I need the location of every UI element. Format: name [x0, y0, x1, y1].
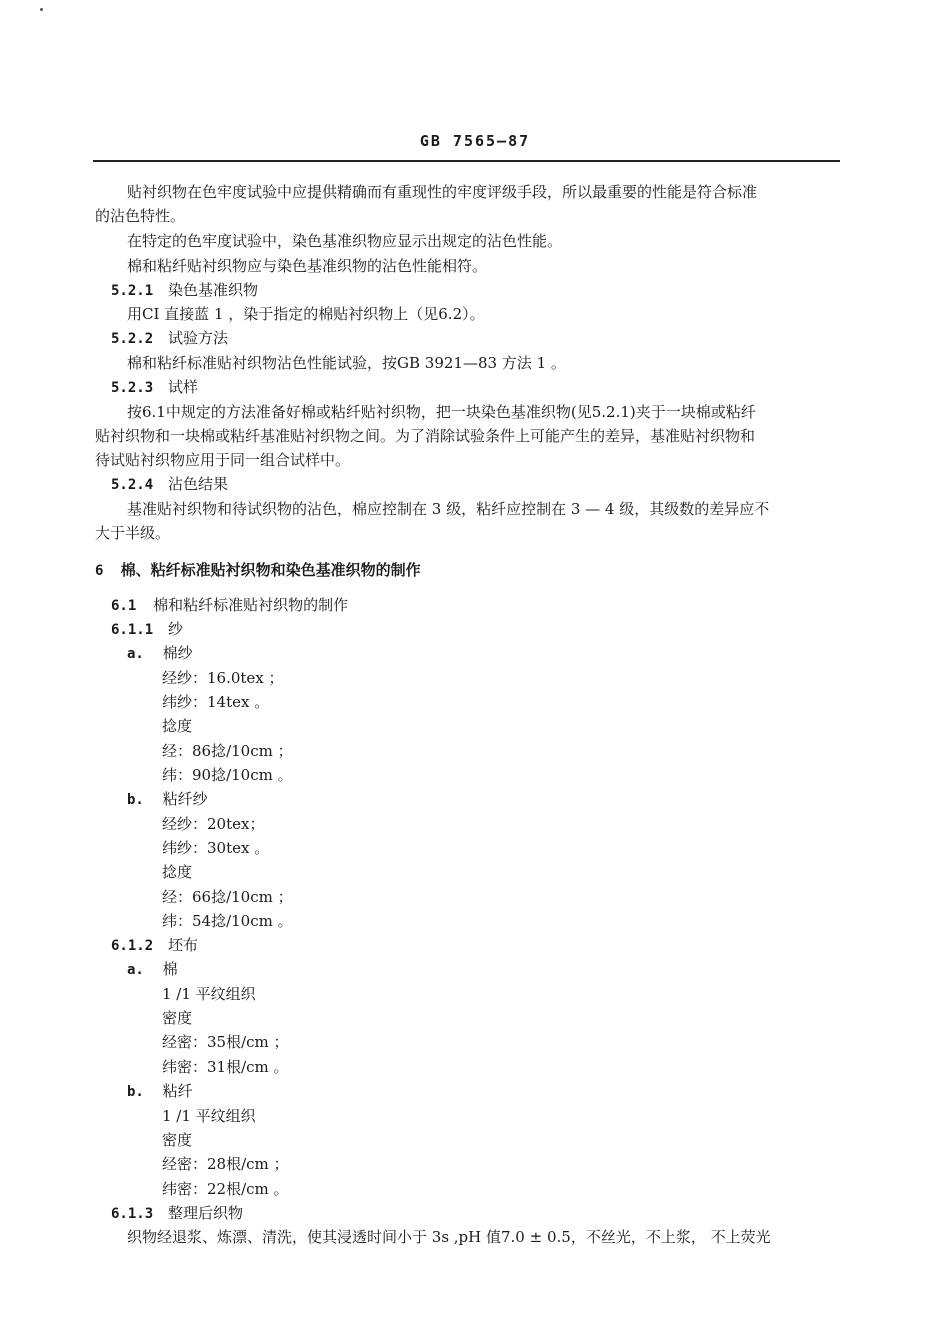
section-number: 5.2.4 [111, 477, 154, 493]
section-6-1-heading [111, 595, 348, 616]
chapter-title: 棉、粘纤标准贴衬织物和染色基准织物的制作 [120, 561, 421, 579]
chapter-6-heading [95, 560, 421, 581]
viscose-twist-label: 捻度 [162, 863, 193, 881]
scan-speck [40, 8, 43, 11]
section-5-2-1-text: 用CI 直接蓝 1 ，染于指定的棉贴衬织物上（见6.2）。 [127, 305, 485, 323]
section-5-2-3-line1: 按6.1中规定的方法准备好棉或粘纤贴衬织物，把一块染色基准织物(见5.2.1)夹于一块棉或粘纤 [127, 403, 756, 421]
item-b-heading [127, 789, 208, 810]
cotton-twist-warp: 经：86捻/10cm ； [162, 742, 293, 760]
item-a-heading [127, 959, 178, 980]
section-title: 试样 [167, 378, 198, 396]
viscose-weft-yarn: 纬纱：30tex 。 [162, 839, 270, 857]
section-title: 坯布 [167, 936, 198, 954]
viscose-density-label: 密度 [162, 1131, 193, 1149]
chapter-number: 6 [95, 563, 104, 579]
item-title: 粘纤 [162, 1082, 193, 1100]
viscose-warp-yarn: 经纱：20tex； [162, 815, 265, 833]
section-6-1-2-heading [111, 935, 198, 956]
section-title: 棉和粘纤标准贴衬织物的制作 [153, 596, 349, 614]
header-rule [93, 160, 840, 162]
cotton-weft-density: 纬密：31根/cm 。 [162, 1058, 289, 1076]
section-number: 6.1.3 [111, 1206, 154, 1222]
section-number: 6.1 [111, 598, 137, 614]
section-5-2-4-line2: 大于半级。 [95, 524, 171, 542]
section-6-1-1-heading [111, 619, 183, 640]
item-mark: a. [127, 646, 144, 662]
section-number: 6.1.1 [111, 622, 154, 638]
section-number: 5.2.3 [111, 380, 154, 396]
section-5-2-1-heading [111, 280, 258, 301]
viscose-warp-density: 经密：28根/cm ； [162, 1155, 289, 1173]
item-a-heading [127, 643, 193, 664]
section-number: 6.1.2 [111, 938, 154, 954]
section-title: 纱 [167, 620, 183, 638]
intro-p3: 棉和粘纤贴衬织物应与染色基准织物的沾色性能相符。 [127, 257, 488, 275]
section-title: 整理后织物 [167, 1204, 243, 1222]
viscose-twist-warp: 经：66捻/10cm ； [162, 888, 293, 906]
section-6-1-3-heading [111, 1203, 243, 1224]
cotton-weave: 1 /1 平纹组织 [162, 985, 256, 1003]
item-title: 粘纤纱 [162, 790, 208, 808]
section-number: 5.2.2 [111, 331, 154, 347]
section-5-2-2-heading [111, 328, 228, 349]
intro-p1-line1: 贴衬织物在色牢度试验中应提供精确而有重现性的牢度评级手段，所以最重要的性能是符合标准 [127, 183, 758, 201]
section-title: 沾色结果 [167, 475, 228, 493]
item-mark: b. [127, 792, 144, 808]
section-5-2-3-heading [111, 377, 198, 398]
section-5-2-2-text: 棉和粘纤标准贴衬织物沾色性能试验，按GB 3921—83 方法 1 。 [127, 354, 566, 372]
section-5-2-4-line1: 基准贴衬织物和待试织物的沾色，棉应控制在 3 级，粘纤应控制在 3 — 4 级，其级数的差异应不 [127, 500, 770, 518]
item-b-heading [127, 1081, 193, 1102]
cotton-density-label: 密度 [162, 1009, 193, 1027]
intro-p2: 在特定的色牢度试验中，染色基准织物应显示出规定的沾色性能。 [127, 232, 563, 250]
section-title: 试验方法 [167, 329, 228, 347]
section-6-1-3-text: 织物经退浆、炼漂、清洗，使其浸透时间小于 3s ,pH 值7.0 ± 0.5，不丝光，不上浆， 不上荧光 [127, 1228, 771, 1246]
section-5-2-4-heading [111, 474, 228, 495]
cotton-twist-weft: 纬：90捻/10cm 。 [162, 766, 293, 784]
cotton-warp-density: 经密：35根/cm ； [162, 1033, 289, 1051]
item-mark: b. [127, 1084, 144, 1100]
cotton-weft-yarn: 纬纱：14tex 。 [162, 693, 270, 711]
cotton-warp-yarn: 经纱：16.0tex ； [162, 669, 284, 687]
cotton-twist-label: 捻度 [162, 717, 193, 735]
item-mark: a. [127, 962, 144, 978]
viscose-twist-weft: 纬：54捻/10cm 。 [162, 912, 293, 930]
viscose-weave: 1 /1 平纹组织 [162, 1107, 256, 1125]
section-title: 染色基准织物 [167, 281, 258, 299]
standard-code-header: GB 7565—87 [419, 132, 531, 150]
viscose-weft-density: 纬密：22根/cm 。 [162, 1180, 289, 1198]
section-5-2-3-line2: 贴衬织物和一块棉或粘纤基准贴衬织物之间。为了消除试验条件上可能产生的差异，基准贴衬织物和 [95, 427, 756, 445]
section-number: 5.2.1 [111, 283, 154, 299]
intro-p1-line2: 的沾色特性。 [95, 207, 186, 225]
item-title: 棉纱 [162, 644, 193, 662]
section-5-2-3-line3: 待试贴衬织物应用于同一组合试样中。 [95, 451, 351, 469]
item-title: 棉 [162, 960, 178, 978]
